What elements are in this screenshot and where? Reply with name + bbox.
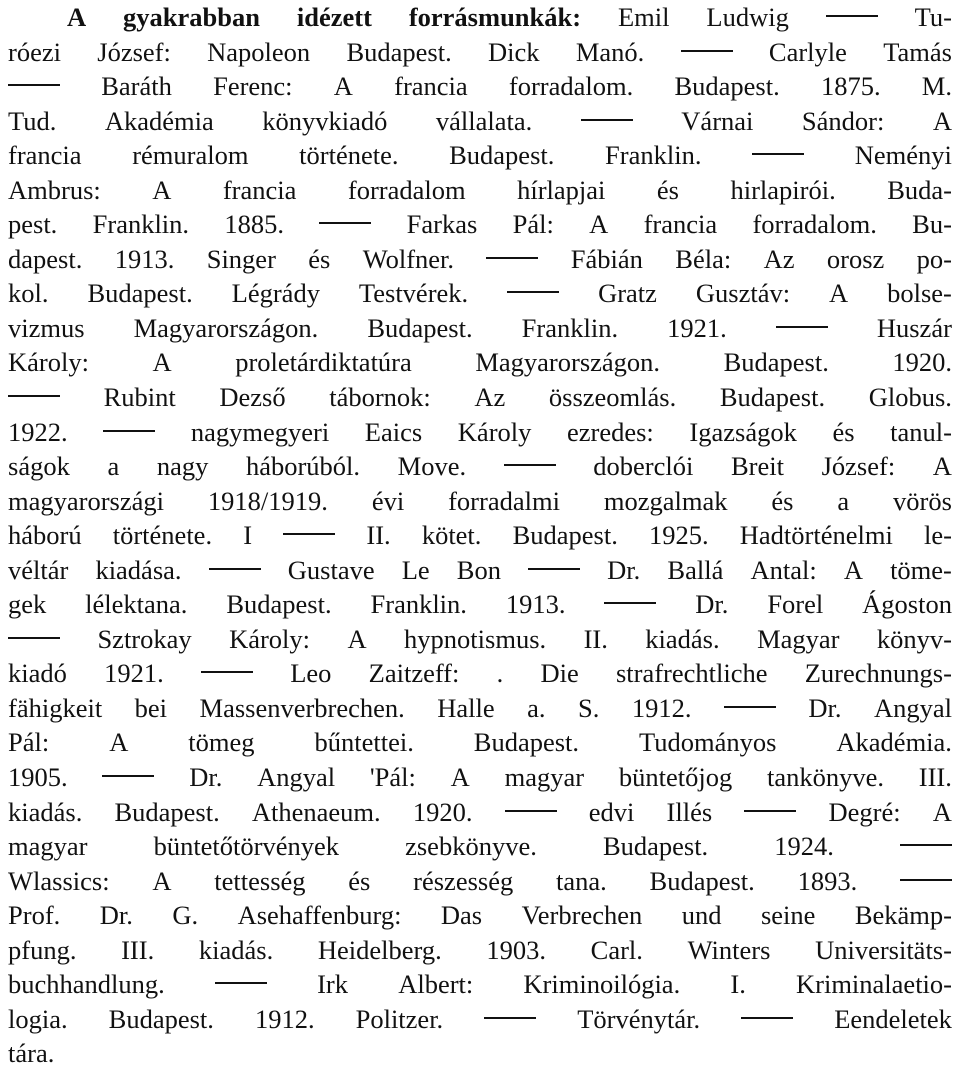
word: részesség: [413, 865, 514, 896]
word: vizmus: [8, 312, 85, 343]
text-line: [8, 518, 952, 553]
word: Tud.: [8, 105, 57, 136]
word: évi: [371, 485, 405, 516]
word: lélektana.: [85, 589, 188, 620]
word: II.: [583, 623, 608, 654]
heading-word: gyakrabban: [123, 2, 260, 32]
word: róezi: [8, 36, 61, 67]
word: Akadémia.: [836, 727, 952, 758]
word: 1921.: [667, 312, 727, 343]
word: véltár: [8, 554, 69, 585]
word: Ágoston: [862, 589, 952, 620]
word: bűntettei.: [314, 727, 414, 758]
word: Winters: [687, 934, 771, 965]
word: A: [152, 174, 172, 205]
word: 1921.: [104, 658, 164, 689]
word: és: [771, 485, 794, 516]
word: büntetőtörvények: [153, 831, 340, 862]
word: háborúból.: [245, 451, 361, 482]
text-line: [8, 207, 952, 242]
word: Massenverbrechen.: [199, 692, 405, 723]
word: Budapest.: [108, 1003, 214, 1034]
word: Kriminoilógia.: [523, 969, 681, 1000]
word: Sándor:: [801, 105, 885, 136]
word: és: [348, 865, 371, 896]
heading-word: forrásmunkák:: [408, 2, 582, 32]
word: A: [152, 865, 172, 896]
word: II.: [366, 520, 391, 551]
word: vállalata.: [435, 105, 533, 136]
text-line: [8, 725, 952, 760]
word: Forel: [767, 589, 824, 620]
word: története.: [299, 140, 399, 171]
word: kiadás.: [645, 623, 720, 654]
word: nagy: [156, 451, 209, 482]
word: Fábián: [570, 243, 643, 274]
word: Heidelberg.: [317, 934, 442, 965]
word: háború: [8, 520, 82, 551]
em-dash: [681, 50, 733, 52]
word: forradalmi: [448, 485, 560, 516]
word: Verbrechen: [521, 900, 643, 931]
word: orosz: [826, 243, 885, 274]
word: ezredes:: [567, 416, 654, 447]
word: bei: [134, 692, 168, 723]
word: vörös: [893, 485, 952, 516]
word: Politzer.: [355, 1003, 444, 1034]
word: Károly: [457, 416, 532, 447]
word: Sztrokay: [97, 623, 192, 654]
word: kiadás.: [198, 934, 274, 965]
text-line: [8, 415, 952, 450]
em-dash: [102, 775, 154, 777]
em-dash: [826, 15, 878, 17]
em-dash: [504, 464, 556, 466]
em-dash: [8, 637, 60, 639]
text-line: [8, 0, 952, 35]
word: Budapest.: [512, 520, 618, 551]
word: Dr.: [607, 554, 641, 585]
word: Ballá: [667, 554, 724, 585]
word: A: [843, 554, 863, 585]
word: doberclói: [593, 451, 694, 482]
word: Franklin.: [92, 209, 190, 240]
word: francia: [643, 209, 718, 240]
word: Manó.: [575, 36, 645, 67]
word: III.: [121, 934, 155, 965]
word: Breit: [730, 451, 784, 482]
word: 1920.: [892, 347, 952, 378]
word: 1893.: [797, 865, 858, 896]
word: 1925.: [649, 520, 709, 551]
text-line: [8, 898, 952, 933]
word: 1922.: [8, 416, 68, 447]
word: Budapest.: [367, 312, 473, 343]
word: József:: [97, 36, 171, 67]
word: edvi: [588, 796, 635, 827]
word: forradalom.: [508, 71, 634, 102]
word: Ferenc:: [213, 71, 293, 102]
word: 1905.: [8, 762, 68, 793]
text-line: [8, 1036, 952, 1071]
word: hírlapjai: [517, 174, 606, 205]
word: Leo: [290, 658, 332, 689]
word: A: [589, 209, 609, 240]
word: Károly:: [8, 347, 89, 378]
word: Buda-: [887, 174, 952, 205]
word: Várnai: [681, 105, 754, 136]
word: Neményi: [854, 140, 952, 171]
text-line: [8, 622, 952, 657]
word: Huszár: [876, 312, 952, 343]
word: Dr.: [808, 692, 842, 723]
word: III.: [918, 762, 952, 793]
word: Budapest.: [87, 278, 193, 309]
word: 1924.: [774, 831, 834, 862]
word: Bon: [456, 554, 501, 585]
word: Gustave: [287, 554, 375, 585]
word: hypnotismus.: [404, 623, 547, 654]
word: Budapest.: [719, 382, 826, 413]
word: strafrechtliche: [615, 658, 768, 689]
word: Ambrus:: [8, 174, 101, 205]
word: Igazságok: [689, 416, 797, 447]
word: Pál:: [512, 209, 554, 240]
word: Angyal: [257, 762, 336, 793]
word: G.: [172, 900, 199, 931]
word: nagymegyeri: [190, 416, 330, 447]
text-line: [8, 380, 952, 415]
text-line: [8, 104, 952, 139]
word: I: [243, 520, 253, 551]
word: Wlassics:: [8, 865, 110, 896]
word: Athenaeum.: [251, 796, 381, 827]
word: kol.: [8, 278, 49, 309]
word: Eendeletek: [834, 1003, 952, 1034]
word: Gratz: [598, 278, 657, 309]
word: 1918/1919.: [207, 485, 328, 516]
word: 1885.: [224, 209, 284, 240]
word: Budapest.: [473, 727, 580, 758]
word: Irk: [317, 969, 349, 1000]
word: M.: [921, 71, 952, 102]
word: Bekämp-: [854, 900, 952, 931]
word: A: [450, 762, 470, 793]
em-dash: [507, 291, 559, 293]
em-dash: [604, 602, 656, 604]
word: rémuralom: [132, 140, 249, 171]
word: Magyarországon.: [133, 312, 319, 343]
em-dash: [900, 844, 952, 846]
text-line: [8, 967, 952, 1002]
word: po-: [916, 243, 952, 274]
word: Törvénytár.: [577, 1003, 701, 1034]
em-dash: [505, 810, 557, 812]
word: 1912.: [254, 1003, 315, 1034]
em-dash: [8, 84, 60, 86]
word: Budapest.: [449, 140, 555, 171]
em-dash: [528, 568, 580, 570]
word: Antal:: [750, 554, 817, 585]
word: és: [308, 243, 331, 274]
em-dash: [209, 568, 261, 570]
word: logia.: [8, 1003, 68, 1034]
word: Illés: [666, 796, 713, 827]
em-dash: [776, 326, 828, 328]
word: Budapest.: [649, 865, 755, 896]
word: fähigkeit: [8, 692, 103, 723]
word: Károly:: [229, 623, 311, 654]
text-line: [8, 829, 952, 864]
em-dash: [215, 982, 267, 984]
word: Pál:: [8, 727, 50, 758]
word: könyv-: [876, 623, 952, 654]
word: története.: [112, 520, 213, 551]
word: buchhandlung.: [8, 969, 165, 1000]
word: büntetőjog: [618, 762, 733, 793]
em-dash: [900, 879, 952, 881]
word: 1875.: [820, 71, 881, 102]
em-dash: [319, 222, 371, 224]
word: tana.: [556, 865, 607, 896]
word: Budapest.: [602, 831, 709, 862]
word: A: [829, 278, 849, 309]
word: Franklin.: [370, 589, 467, 620]
word: Dezső: [219, 382, 286, 413]
word: Dr.: [189, 762, 223, 793]
word: .: [496, 658, 504, 689]
word: Béla:: [675, 243, 732, 274]
word: és: [656, 174, 679, 205]
word: Az: [474, 382, 506, 413]
word: francia: [222, 174, 297, 205]
word: forradalom.: [752, 209, 877, 240]
text-line: [8, 35, 952, 70]
word: Budapest.: [346, 36, 452, 67]
text-line: [8, 311, 952, 346]
word: und: [681, 900, 722, 931]
word: mozgalmak: [603, 485, 728, 516]
word: Tudományos: [639, 727, 777, 758]
word: Budapest.: [674, 71, 780, 102]
word: Wolfner.: [362, 243, 455, 274]
word: Albert:: [398, 969, 474, 1000]
word: bolse-: [887, 278, 952, 309]
word: Tamás: [883, 36, 952, 67]
em-dash: [201, 671, 253, 673]
word: tömeg: [188, 727, 255, 758]
text-line: [8, 173, 952, 208]
word: Die: [540, 658, 579, 689]
word: Emil: [617, 2, 670, 32]
word: A: [109, 727, 129, 758]
word: Dick: [488, 36, 540, 67]
text-line: [8, 760, 952, 795]
word: kiadó: [8, 658, 67, 689]
word: Zurechnungs-: [804, 658, 952, 689]
word: magyar: [8, 831, 88, 862]
word: Universitäts-: [815, 934, 952, 965]
word: Halle: [437, 692, 495, 723]
heading-word: idézett: [296, 2, 372, 32]
word: A: [932, 451, 952, 482]
word: A: [932, 105, 952, 136]
word: Le: [401, 554, 430, 585]
text-line: [8, 276, 952, 311]
word: összeomlás.: [548, 382, 677, 413]
em-dash: [8, 395, 60, 397]
word: le-: [924, 520, 952, 551]
word: S.: [577, 692, 600, 723]
text-line: [8, 656, 952, 691]
word: József:: [821, 451, 896, 482]
heading-word: A: [67, 2, 87, 32]
em-dash: [741, 1017, 793, 1019]
word: I.: [730, 969, 746, 1000]
word: Magyar: [757, 623, 840, 654]
word: Franklin.: [605, 140, 702, 171]
word: Dr.: [99, 900, 133, 931]
word: Kriminalaetio-: [796, 969, 952, 1000]
word: Napoleon: [207, 36, 311, 67]
word: a: [837, 485, 850, 516]
word: Hadtörténelmi: [739, 520, 893, 551]
word: Move.: [397, 451, 467, 482]
word: töme-: [890, 554, 952, 585]
text-line: [8, 242, 952, 277]
text-line: [8, 484, 952, 519]
word: Asehaffenburg:: [237, 900, 402, 931]
text-line: [8, 553, 952, 588]
word: hirlapirói.: [730, 174, 836, 205]
text-line: [8, 933, 952, 968]
word: Légrády: [231, 278, 320, 309]
word: seine: [760, 900, 816, 931]
word: Baráth: [101, 71, 172, 102]
em-dash: [283, 533, 335, 535]
word: 1920.: [412, 796, 473, 827]
word: francia: [8, 140, 82, 171]
text-line: [8, 864, 952, 899]
word: Bu-: [912, 209, 952, 240]
text-line: [8, 1002, 952, 1037]
word: tettesség: [214, 865, 306, 896]
word: tankönyve.: [766, 762, 884, 793]
em-dash: [486, 257, 538, 259]
word: Farkas: [406, 209, 478, 240]
text-line: [8, 69, 952, 104]
word: Budapest.: [226, 589, 332, 620]
word: a: [107, 451, 120, 482]
word: tára.: [8, 1038, 55, 1069]
word: Prof.: [8, 900, 61, 931]
word: Budapest.: [723, 347, 829, 378]
word: A: [152, 347, 172, 378]
word: Eaics: [364, 416, 423, 447]
word: kötet.: [421, 520, 482, 551]
text-line: [8, 138, 952, 173]
word: Gusztáv:: [695, 278, 791, 309]
word: Franklin.: [521, 312, 619, 343]
word: Degré:: [828, 796, 901, 827]
word: könyvkiadó: [262, 105, 388, 136]
word: kiadás.: [8, 796, 83, 827]
word: Akadémia: [104, 105, 214, 136]
word: A: [333, 71, 353, 102]
word: Testvérek.: [358, 278, 469, 309]
word: a.: [527, 692, 546, 723]
word: Magyarországon.: [475, 347, 661, 378]
em-dash: [744, 810, 796, 812]
word: kiadása.: [95, 554, 182, 585]
em-dash: [484, 1017, 536, 1019]
word: 1912.: [631, 692, 692, 723]
word: pest.: [8, 209, 58, 240]
word: proletárdiktatúra: [235, 347, 412, 378]
word: ságok: [8, 451, 70, 482]
word: Budapest.: [114, 796, 220, 827]
em-dash: [581, 119, 633, 121]
word: dapest.: [8, 243, 83, 274]
word: A: [932, 796, 952, 827]
em-dash: [103, 430, 155, 432]
word: Dr.: [695, 589, 729, 620]
word: Carl.: [590, 934, 643, 965]
word: Das: [440, 900, 483, 931]
word: Carlyle: [768, 36, 847, 67]
word: Angyal: [873, 692, 952, 723]
word: Rubint: [103, 382, 176, 413]
em-dash: [724, 706, 776, 708]
word: Az: [763, 243, 795, 274]
text-line: [8, 449, 952, 484]
word: Singer: [206, 243, 276, 274]
word: forradalom: [347, 174, 466, 205]
word: zsebkönyve.: [405, 831, 537, 862]
word: magyar: [504, 762, 585, 793]
text-line: [8, 345, 952, 380]
word: és: [832, 416, 855, 447]
word: Tu-: [914, 2, 952, 32]
word: tanul-: [890, 416, 952, 447]
word: francia: [394, 71, 468, 102]
word: A: [347, 623, 367, 654]
text-line: [8, 587, 952, 622]
em-dash: [752, 153, 804, 155]
word: gek: [8, 589, 47, 620]
word: 1913.: [505, 589, 566, 620]
word: Zaitzeff:: [368, 658, 460, 689]
text-line: [8, 795, 952, 830]
word: Ludwig: [706, 2, 789, 32]
word: 1913.: [114, 243, 175, 274]
word: magyarországi: [8, 485, 164, 516]
word: tábornok:: [329, 382, 431, 413]
text-line: [8, 691, 952, 726]
word: 'Pál:: [369, 762, 416, 793]
word: Globus.: [868, 382, 952, 413]
word: 1903.: [486, 934, 547, 965]
word: pfung.: [8, 934, 77, 965]
